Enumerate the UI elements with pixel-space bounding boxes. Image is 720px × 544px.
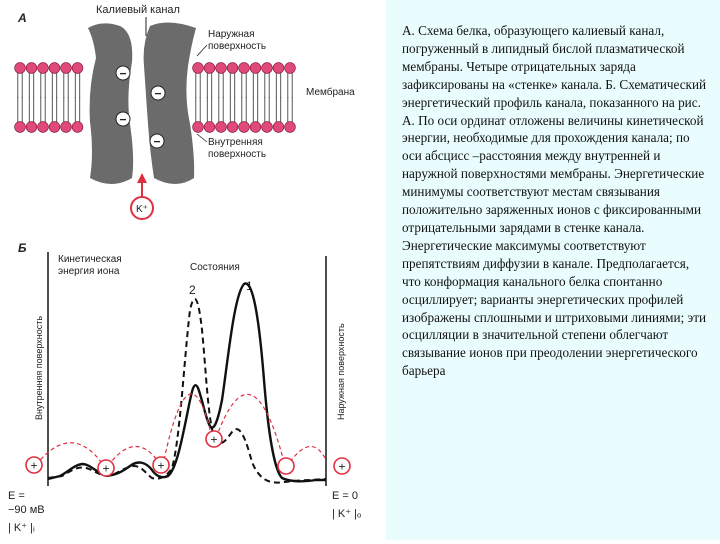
state-label-2: 2 <box>189 283 196 297</box>
left-e-value: −90 мВ <box>8 504 45 516</box>
state-label-1: 1 <box>246 279 253 293</box>
ion-path-hop-3 <box>164 394 212 460</box>
lipid-upper <box>216 63 227 98</box>
negative-charge-4 <box>150 134 164 149</box>
svg-text:−: − <box>154 86 162 101</box>
membrane-right <box>193 63 296 133</box>
lipid-upper <box>49 63 60 98</box>
ion-position-4 <box>206 431 222 447</box>
lipid-lower <box>61 97 72 132</box>
figure-caption: А. Схема белка, образующего калиевый канал, погруженный в липидный бислой плазматической мембраны. Четыре отрицательных заряда зафиксированы на «стенке» канала. Б. Схематический энергетический профиль канала, показанного на рис. А. По оси ординат отложены величины кинетической энергии, необходимые для прохождения канала; по оси абсцисс –расстояния между внутренней и наружной поверхностями мембраны. Энергетические минимумы соответствуют местам связывания положительно заряженных ионов с фиксированными отрицательными зарядами в стенке канала. Энергетические максимумы соответствуют препятствиям диффузии в канале. Предполагается, что конформация канального белка спонтанно осциллирует; варианты энергетических профилей изображены сплошными и штриховыми линиями; эти осцилляции в значительной степени облегчают связывание ионов при преодолении энергетического барьера <box>402 23 707 379</box>
lipid-upper <box>193 63 204 98</box>
panel-b-letter: Б <box>18 241 27 255</box>
lipid-upper <box>61 63 72 98</box>
lipid-lower <box>239 97 250 132</box>
lipid-lower <box>49 97 60 132</box>
lipid-lower <box>204 97 215 132</box>
inner-surface-label-2: поверхность <box>208 149 267 160</box>
lipid-upper <box>72 63 83 98</box>
lipid-lower <box>250 97 261 132</box>
svg-text:+: + <box>210 432 218 447</box>
svg-text:+: + <box>30 458 38 473</box>
ylabel-line-1: Кинетическая <box>58 254 122 265</box>
lipid-lower <box>26 97 37 132</box>
svg-text:+: + <box>338 459 346 474</box>
lipid-upper <box>273 63 284 98</box>
ion-position-1 <box>26 457 42 473</box>
svg-text:K⁺: K⁺ <box>136 204 148 215</box>
energy-profile-solid <box>48 284 326 482</box>
lipid-upper <box>227 63 238 98</box>
lipid-lower <box>216 97 227 132</box>
svg-text:−: − <box>153 134 161 149</box>
ylabel-line-2: энергия иона <box>58 266 120 277</box>
caption-panel <box>386 0 720 540</box>
lipid-lower <box>285 97 296 132</box>
lipid-upper <box>239 63 250 98</box>
lipid-lower <box>193 97 204 132</box>
right-concentration: | K⁺ |ₒ <box>332 508 362 520</box>
ion-position-3 <box>153 457 169 473</box>
outer-surface-label-1: Наружная <box>208 29 255 40</box>
lipid-lower <box>15 97 26 132</box>
membrane-left <box>15 63 83 133</box>
right-axis-label: Наружная поверхность <box>336 323 346 420</box>
svg-text:+: + <box>157 458 165 473</box>
lipid-upper <box>38 63 49 98</box>
lipid-upper <box>285 63 296 98</box>
lipid-upper <box>204 63 215 98</box>
membrane-label: Мембрана <box>306 87 355 98</box>
lipid-lower <box>72 97 83 132</box>
negative-charge-2 <box>151 86 165 101</box>
panel-a-letter: А <box>18 11 27 25</box>
lipid-lower <box>273 97 284 132</box>
left-concentration: | K⁺ |ᵢ <box>8 522 35 534</box>
inner-surface-pointer <box>197 134 207 142</box>
channel-label: Калиевый канал <box>96 4 180 16</box>
protein-left-half <box>88 23 133 184</box>
svg-text:+: + <box>102 461 110 476</box>
lipid-upper <box>15 63 26 98</box>
lipid-lower <box>262 97 273 132</box>
inner-surface-label-1: Внутренняя <box>208 137 263 148</box>
negative-charge-3 <box>116 112 130 127</box>
ion-path-hop-1 <box>36 443 104 466</box>
potassium-ion <box>131 197 153 219</box>
outer-surface-label-2: поверхность <box>208 41 267 52</box>
lipid-upper <box>262 63 273 98</box>
ion-position-6 <box>334 458 350 474</box>
lipid-upper <box>26 63 37 98</box>
svg-text:−: − <box>119 66 127 81</box>
outer-surface-pointer <box>197 45 207 56</box>
left-axis-label: Внутренняя поверхность <box>34 315 44 420</box>
lipid-upper <box>250 63 261 98</box>
lipid-lower <box>38 97 49 132</box>
negative-charge-1 <box>116 66 130 81</box>
states-label: Состояния <box>190 262 240 273</box>
protein-right-half <box>144 22 196 184</box>
energy-profile-dashed <box>48 299 326 483</box>
ion-position-5-empty <box>278 458 294 474</box>
svg-text:−: − <box>119 112 127 127</box>
lipid-lower <box>227 97 238 132</box>
right-e-label: E = 0 <box>332 490 358 502</box>
left-e-label: E = <box>8 490 25 502</box>
ion-path-hop-5 <box>290 446 326 462</box>
ion-position-2 <box>98 460 114 476</box>
